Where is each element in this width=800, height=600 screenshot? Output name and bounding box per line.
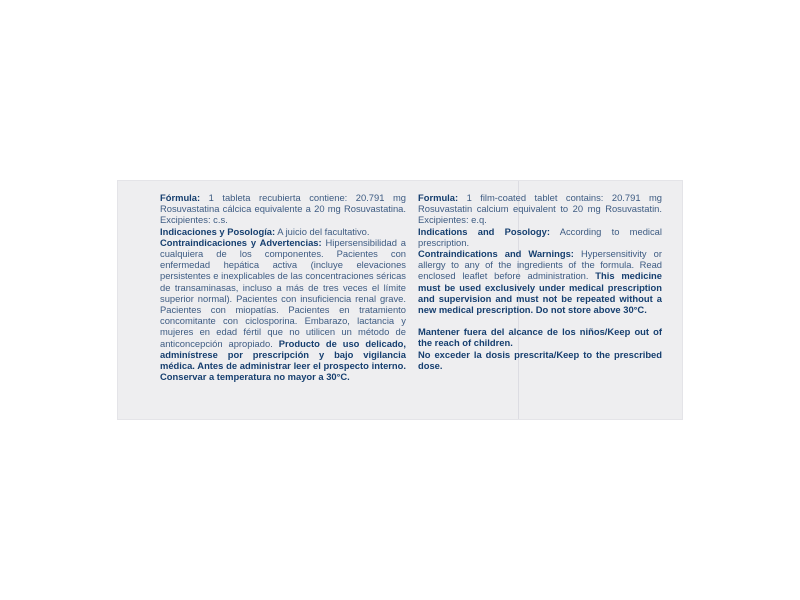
contraindications-paragraph-es [160, 237, 406, 383]
formula-text-es: 1 tableta recubierta contiene: 20.791 mg Rosuvastatina cálcica equivalente a 20 mg Rosuvastatina. Excipientes: c.s. [160, 192, 406, 226]
indications-label-es: Indicaciones y Posología: [160, 225, 276, 237]
usage-warning-en: This medicine must be used exclusively under medical prescription and supervision and must not be repeated without a new medical prescription. Do not store above 30°C. [418, 270, 662, 316]
indications-paragraph-es [160, 226, 406, 237]
paragraph-spacer [418, 315, 662, 326]
formula-label-es: Fórmula: [160, 192, 201, 203]
formula-label-en: Formula: [418, 192, 459, 203]
formula-text-en: 1 film-coated tablet contains: 20.791 mg Rosuvastatin calcium equivalent to 20 mg Rosuvastatin. Excipientes: e.q. [418, 192, 662, 226]
english-text-column [418, 192, 662, 371]
indications-text-en: According to medical prescription. [418, 225, 662, 248]
indications-paragraph-en [418, 226, 662, 248]
dose-warning: No exceder la dosis prescrita/Keep to the prescribed dose. [418, 348, 662, 371]
contraindications-label-en: Contraindications and Warnings: [418, 248, 574, 260]
indications-text-es: A juicio del facultativo. [277, 225, 370, 237]
contraindications-label-es: Contraindicaciones y Advertencias: [160, 236, 322, 248]
usage-warning-es: Producto de uso delicado, adminístrese por prescripción y bajo vigilancia médica. Antes de administrar leer el prospecto interno. Conservar a temperatura no mayor a 30°C. [160, 337, 406, 383]
contraindications-paragraph-en [418, 248, 662, 315]
contraindications-text-en: Hypersensitivity or allergy to any of the ingredients of the formula. Read enclosed leaflet before administration. [418, 248, 662, 282]
indications-label-en: Indications and Posology: [418, 225, 550, 237]
spanish-text-column [160, 192, 406, 382]
formula-paragraph-es [160, 192, 406, 226]
keep-away-warning: Mantener fuera del alcance de los niños/Keep out of the reach of children. [418, 326, 662, 349]
medicine-box-panel [118, 181, 682, 419]
formula-paragraph-en [418, 192, 662, 226]
contraindications-text-es: Hipersensibilidad a cualquiera de los componentes. Pacientes con enfermedad hepática activa (incluye elevaciones persistentes e inexplicables de las concentraciones séricas de transaminasas, incluso a más de tres veces el límite superior normal). Pacientes con insuficiencia renal grave. Pacientes con miopatías. Pacientes en tratamiento concomitante con ciclosporina. Embarazo, lactancia y mujeres en edad fértil que no utilicen un método de anticoncepción apropiado. [160, 236, 407, 349]
